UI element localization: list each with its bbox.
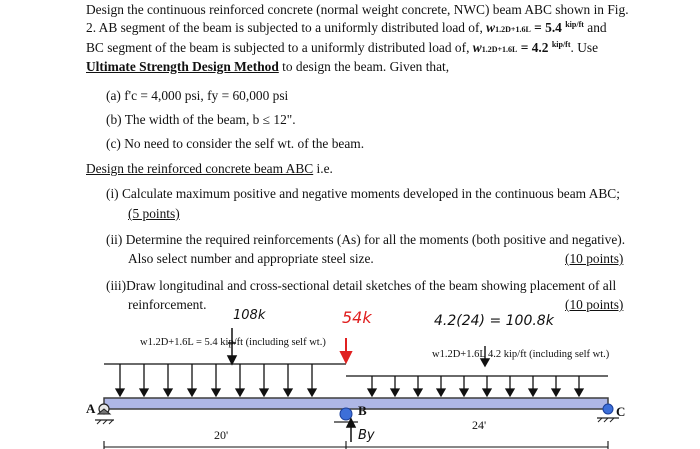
load-arrowhead bbox=[308, 389, 316, 396]
given-a: (a) f'c = 4,000 psi, fy = 60,000 psi bbox=[106, 88, 289, 103]
load-arrowhead bbox=[368, 389, 376, 396]
task-ii-points: (10 points) bbox=[565, 251, 624, 266]
load-arrowhead bbox=[552, 389, 560, 396]
task-i-points: (5 points) bbox=[128, 206, 180, 221]
task-ii-line-2: Also select number and appropriate steel size. bbox=[128, 251, 374, 266]
task-iii-points: (10 points) bbox=[565, 297, 624, 312]
load-arrowhead bbox=[460, 389, 468, 396]
label-c: C bbox=[616, 404, 626, 419]
dimension-line bbox=[104, 441, 608, 449]
label-b: B bbox=[358, 403, 367, 418]
support-b bbox=[334, 408, 358, 422]
load-symbol-w: w bbox=[472, 40, 482, 55]
load-arrows-bc bbox=[368, 376, 583, 396]
load-label-bc: w1.2D+1.6L 4.2 kip/ft (including self wt.) bbox=[432, 349, 610, 360]
load-arrowhead bbox=[529, 389, 537, 396]
load-value-ab: = 5.4 bbox=[534, 20, 562, 35]
task-ii: (ii) Determine the required reinforcements (As) for all the moments (both positive and negative). bbox=[106, 232, 626, 247]
given-b: (b) The width of the beam, b ≤ 12". bbox=[106, 112, 296, 127]
handwritten-by: By bbox=[358, 428, 375, 443]
task-iii: (iii)Draw longitudinal and cross-sectional detail sketches of the beam showing placement of all bbox=[106, 278, 617, 293]
load-arrowhead bbox=[236, 389, 244, 396]
intro-line-2-end: and bbox=[587, 20, 607, 35]
task-i: (i) Calculate maximum positive and negative moments developed in the continuous beam ABC; bbox=[106, 186, 620, 201]
load-subscript: 1.2D+1.6L bbox=[481, 45, 518, 54]
load-arrowhead bbox=[284, 389, 292, 396]
load-arrowhead bbox=[437, 389, 445, 396]
load-arrowhead bbox=[506, 389, 514, 396]
design-heading-tail: i.e. bbox=[316, 161, 333, 176]
given-c: (c) No need to consider the self wt. of the beam. bbox=[106, 136, 365, 151]
load-arrowhead bbox=[575, 389, 583, 396]
load-arrowhead bbox=[212, 389, 220, 396]
intro-line-1: Design the continuous reinforced concrete (normal weight concrete, NWC) beam ABC shown in Fig. bbox=[86, 2, 629, 17]
load-symbol-w: w bbox=[486, 20, 496, 35]
load-arrowhead bbox=[140, 389, 148, 396]
label-a: A bbox=[86, 401, 96, 416]
reaction-arrow-b-red bbox=[341, 338, 351, 362]
beam bbox=[104, 398, 608, 409]
intro-line-3-text: BC segment of the beam is subjected to a uniformly distributed load of, bbox=[86, 40, 470, 55]
intro-line-2-text: 2. AB segment of the beam is subjected to a uniformly distributed load of, bbox=[86, 20, 483, 35]
span-bc-label: 24' bbox=[472, 418, 487, 432]
load-arrowhead bbox=[260, 389, 268, 396]
load-arrows-ab bbox=[116, 364, 316, 396]
task-iii-line-2: reinforcement. bbox=[128, 297, 207, 312]
distributed-load bbox=[104, 364, 608, 396]
load-arrowhead bbox=[164, 389, 172, 396]
handwritten-calc: 4.2(24) = 100.8k bbox=[434, 313, 554, 329]
load-label-ab: w1.2D+1.6L = 5.4 kip/ft (including self wt.) bbox=[140, 337, 326, 348]
design-method: Ultimate Strength Design Method bbox=[86, 59, 279, 74]
intro-line-3-end: . Use bbox=[570, 40, 599, 55]
load-unit-bc: kip/ft bbox=[551, 40, 571, 49]
load-arrowhead bbox=[391, 389, 399, 396]
span-ab-label: 20' bbox=[214, 428, 229, 442]
design-heading-text: Design the reinforced concrete beam ABC bbox=[86, 161, 314, 176]
load-arrowhead bbox=[188, 389, 196, 396]
load-arrowhead bbox=[414, 389, 422, 396]
load-subscript: 1.2D+1.6L bbox=[495, 25, 531, 34]
load-value-bc: = 4.2 bbox=[520, 40, 549, 55]
handwritten-54k: 54k bbox=[342, 308, 372, 327]
load-arrowhead bbox=[116, 389, 124, 396]
intro-line-4-text: to design the beam. Given that, bbox=[282, 59, 450, 74]
load-unit-ab: kip/ft bbox=[565, 20, 584, 29]
load-arrowhead bbox=[483, 389, 491, 396]
handwritten-108k: 108k bbox=[233, 308, 266, 323]
